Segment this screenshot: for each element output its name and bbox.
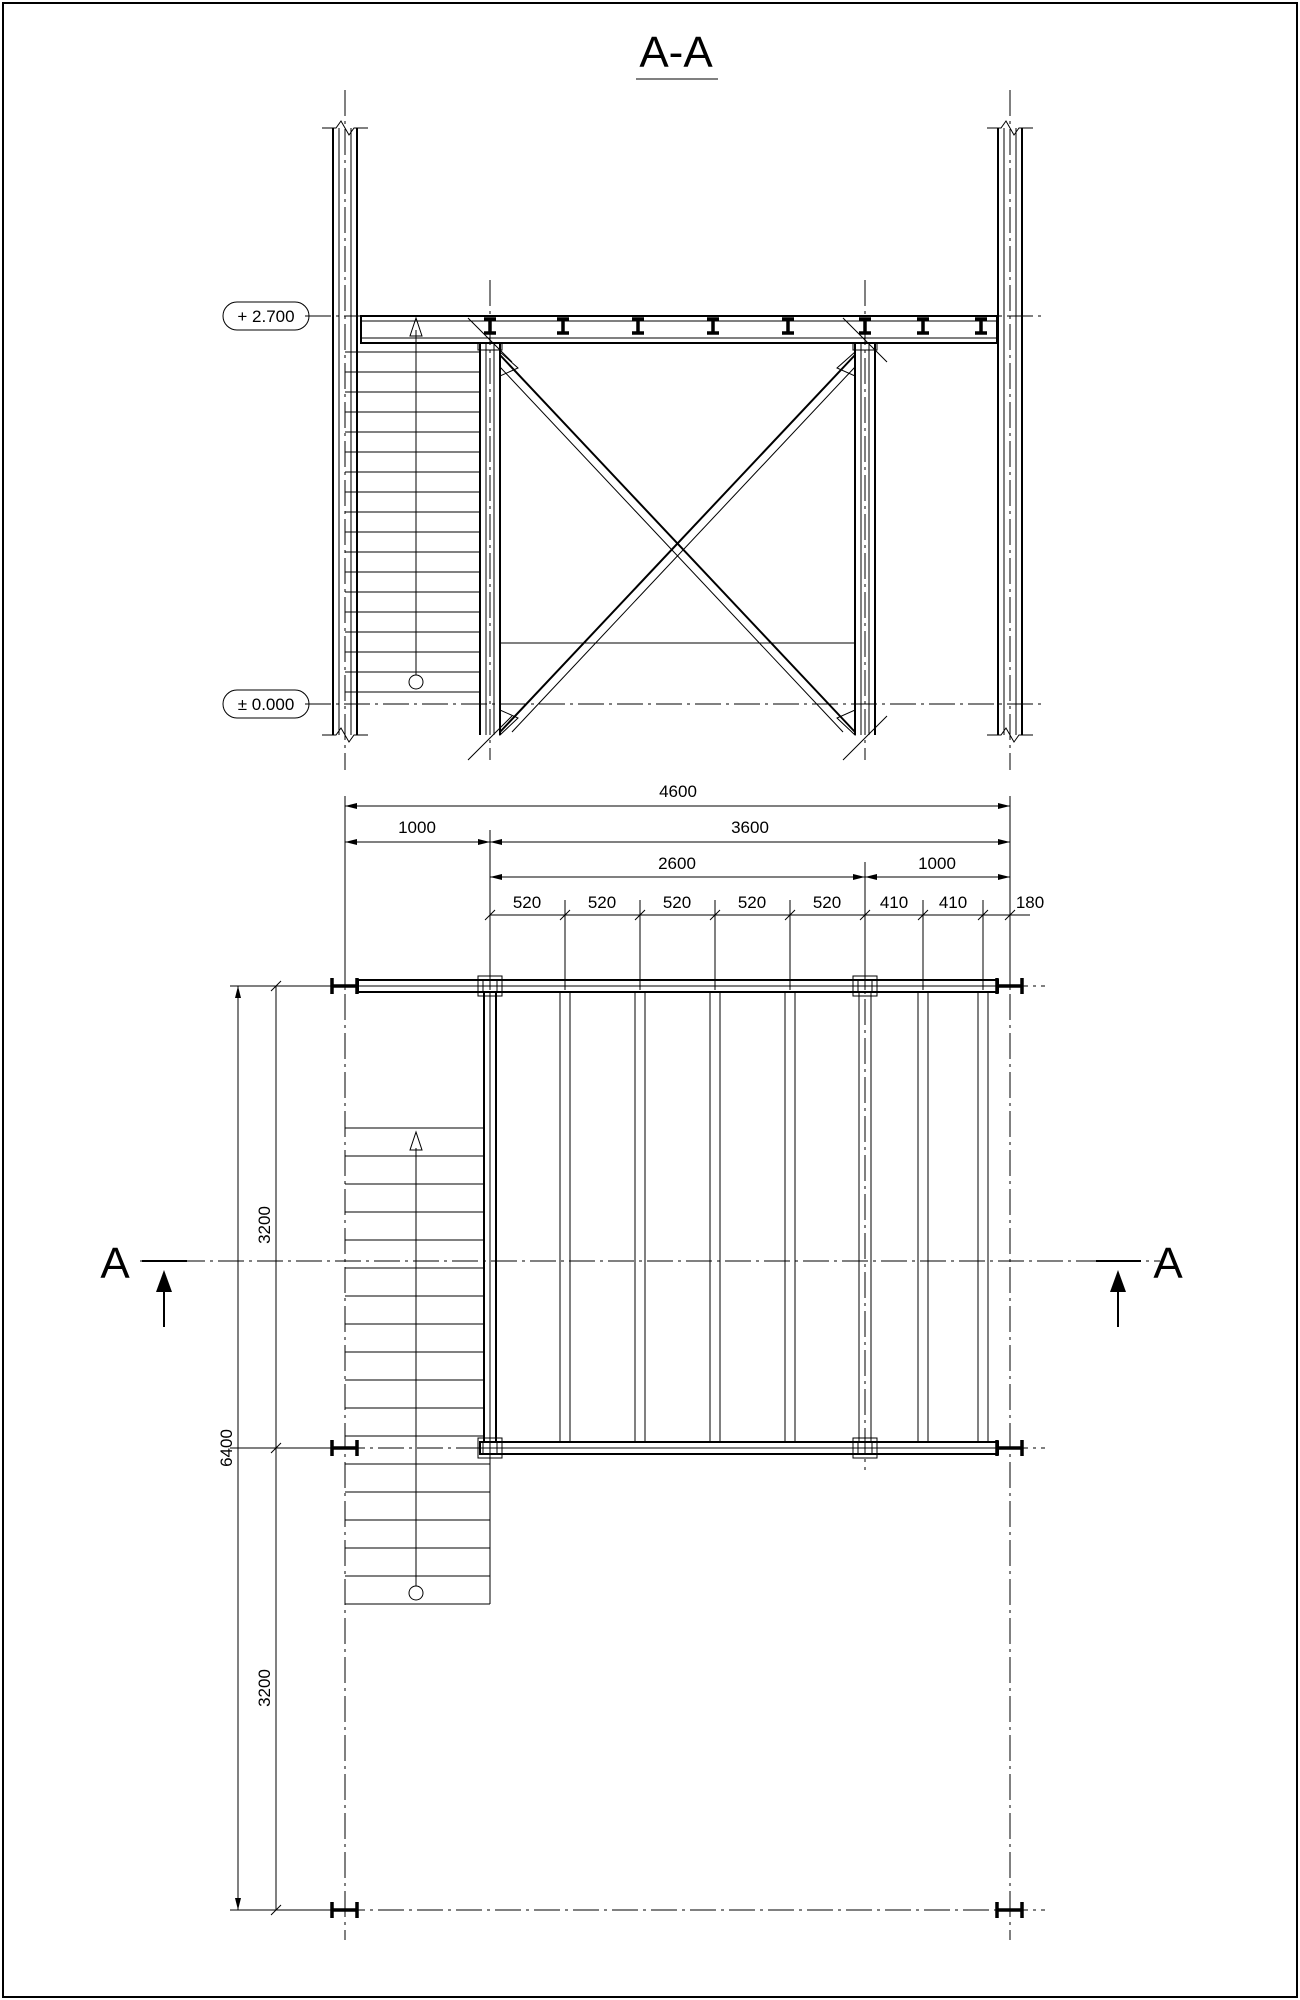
edge-beam-lower — [480, 1442, 998, 1454]
dim-total-width: 4600 — [659, 782, 697, 801]
level-tag-bottom — [223, 690, 309, 718]
stair-arrow-elevation — [409, 318, 423, 689]
section-title: A-A — [639, 28, 713, 77]
section-marker-right-label: A — [1153, 1239, 1183, 1288]
dim-braced-bay: 2600 — [658, 854, 696, 873]
dim-total-length: 6400 — [217, 1429, 236, 1467]
dim-joist-spacing-1: 520 — [512, 893, 542, 912]
dim-stair-length: 3200 — [255, 1669, 274, 1707]
stair-treads-elevation — [345, 352, 480, 692]
stringer-plan — [484, 992, 496, 1442]
dim-stair-width: 1000 — [398, 818, 436, 837]
dim-end-offset: 180 — [1015, 893, 1045, 912]
post-plates — [478, 976, 877, 1458]
dim-platform-length: 3200 — [255, 1206, 274, 1244]
horizontal-dimensions — [345, 782, 1044, 990]
level-label-top: + 2.700 — [237, 307, 295, 326]
dim-joist-spacing-7: 410 — [938, 893, 968, 912]
elevation-view — [223, 90, 1045, 770]
dim-joist-spacing-5: 520 — [812, 893, 842, 912]
dim-joist-spacing-6: 410 — [879, 893, 909, 912]
cross-bracing — [500, 352, 855, 735]
sheet-frame — [3, 3, 1297, 1997]
landing-beam — [361, 316, 997, 343]
stair-arrow-plan — [409, 1132, 423, 1600]
stair-treads-plan — [345, 1128, 490, 1604]
joists-plan — [560, 992, 988, 1442]
level-tag-top — [223, 302, 309, 330]
dim-joist-spacing-4: 520 — [737, 893, 767, 912]
level-label-bottom: ± 0.000 — [237, 695, 295, 714]
section-marker-left — [100, 1239, 187, 1327]
edge-beam-upper — [358, 980, 998, 992]
dim-joist-spacing-3: 520 — [662, 893, 692, 912]
dim-joist-spacing-2: 520 — [587, 893, 617, 912]
section-marker-left-label: A — [100, 1239, 130, 1288]
dim-cantilever: 1000 — [918, 854, 956, 873]
dim-platform-width: 3600 — [731, 818, 769, 837]
section-marker-right — [1096, 1239, 1183, 1327]
